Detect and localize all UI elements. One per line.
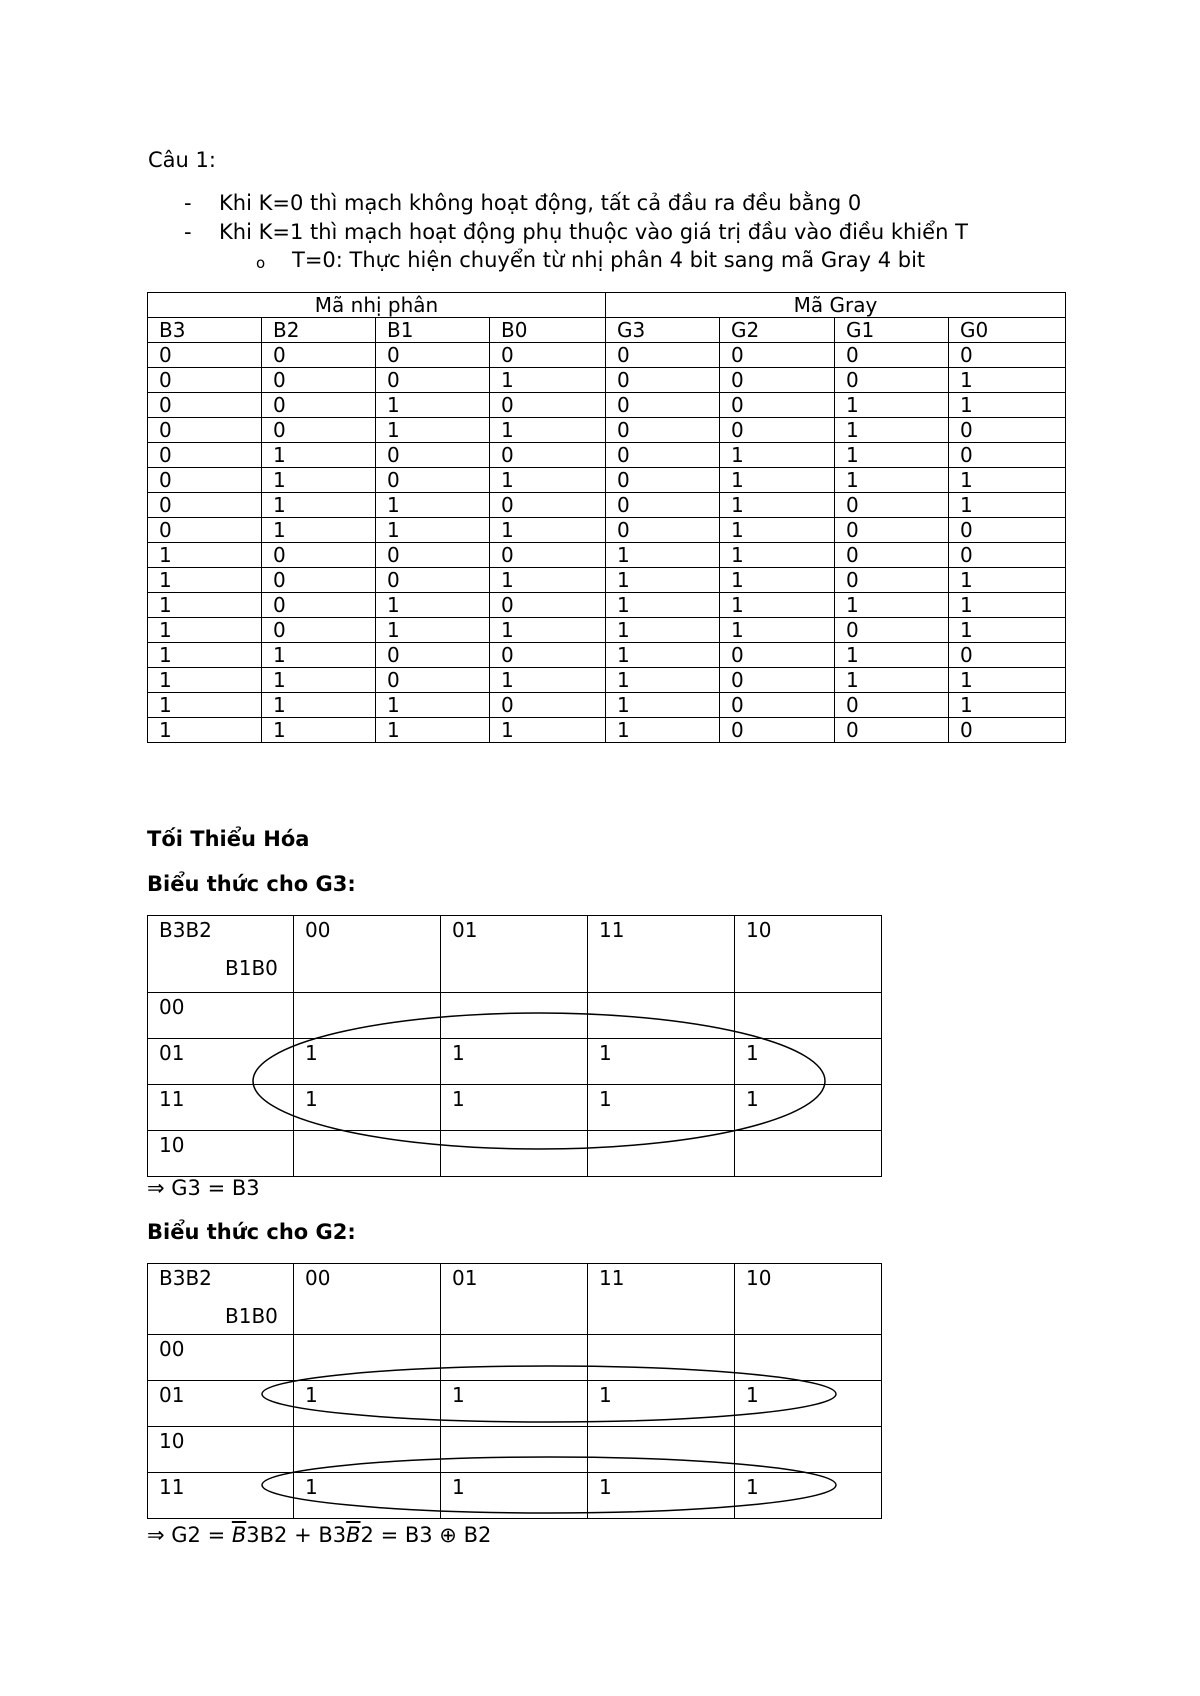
table-cell: 0 <box>376 643 490 668</box>
kmap-g3-result: ⇒ G3 = B3 <box>147 1176 260 1200</box>
kmap-col-label: 11 <box>588 916 735 993</box>
kmap-cell <box>441 993 588 1039</box>
kmap-cell <box>588 1131 735 1177</box>
table-cell: 0 <box>720 393 835 418</box>
kmap-row-label: 10 <box>148 1427 294 1473</box>
table-cell: 1 <box>376 418 490 443</box>
table-row <box>148 518 1066 543</box>
kmap-g2-result <box>147 1522 491 1548</box>
table-row <box>148 693 1066 718</box>
table-cell: 1 <box>490 618 606 643</box>
table-cell: 1 <box>376 618 490 643</box>
table-cell: 1 <box>720 493 835 518</box>
table-cell: 1 <box>606 593 720 618</box>
subbullet-marker: o <box>256 254 266 272</box>
table-cell: 1 <box>606 643 720 668</box>
table-cell: 1 <box>949 593 1066 618</box>
table-cell: 0 <box>490 593 606 618</box>
table-cell: 0 <box>949 543 1066 568</box>
table-cell: 0 <box>606 343 720 368</box>
table-cell: 0 <box>490 493 606 518</box>
table-cell: 0 <box>376 443 490 468</box>
table-cell: 0 <box>490 393 606 418</box>
table-cell: 1 <box>949 493 1066 518</box>
kmap-g3-body <box>148 993 882 1177</box>
table-row <box>148 468 1066 493</box>
table-cell: 0 <box>262 418 376 443</box>
kmap-cell: 1 <box>588 1473 735 1519</box>
kmap-header-row <box>148 1264 882 1335</box>
table-cell: 0 <box>720 718 835 743</box>
table-cell: 1 <box>148 618 262 643</box>
kmap-row-variables: B1B0 <box>225 956 278 980</box>
kmap-cell <box>588 1427 735 1473</box>
table-cell: 1 <box>376 393 490 418</box>
table-cell: 1 <box>376 693 490 718</box>
kmap-row <box>148 993 882 1039</box>
table-row <box>148 393 1066 418</box>
table-cell: 1 <box>720 543 835 568</box>
column-header: G2 <box>720 318 835 343</box>
kmap-cell <box>441 1335 588 1381</box>
table-cell: 1 <box>835 468 949 493</box>
kmap-row <box>148 1085 882 1131</box>
table-cell: 0 <box>262 343 376 368</box>
table-cell: 1 <box>835 593 949 618</box>
table-cell: 0 <box>949 643 1066 668</box>
table-cell: 1 <box>262 643 376 668</box>
table-row <box>148 643 1066 668</box>
table-cell: 1 <box>949 693 1066 718</box>
table-cell: 1 <box>835 643 949 668</box>
table-cell: 0 <box>148 343 262 368</box>
table-cell: 1 <box>262 668 376 693</box>
table-cell: 1 <box>606 543 720 568</box>
table-cell: 1 <box>262 493 376 518</box>
table-cell: 1 <box>490 668 606 693</box>
table-cell: 0 <box>835 693 949 718</box>
table-cell: 1 <box>148 693 262 718</box>
table-cell: 1 <box>949 368 1066 393</box>
kmap-row-label: 01 <box>148 1039 294 1085</box>
column-header: G1 <box>835 318 949 343</box>
table-cell: 1 <box>376 593 490 618</box>
table-cell: 1 <box>949 393 1066 418</box>
kmap-cell <box>294 1335 441 1381</box>
table-cell: 0 <box>262 568 376 593</box>
table-row <box>148 668 1066 693</box>
table-cell: 0 <box>262 393 376 418</box>
table-cell: 1 <box>376 493 490 518</box>
table-cell: 1 <box>720 443 835 468</box>
table-cell: 0 <box>148 468 262 493</box>
table-header-row <box>148 318 1066 343</box>
kmap-cell: 1 <box>588 1085 735 1131</box>
table-cell: 0 <box>835 568 949 593</box>
bullet-text: Khi K=0 thì mạch không hoạt động, tất cả đầu ra đều bằng 0 <box>219 191 862 215</box>
table-cell: 1 <box>148 543 262 568</box>
kmap-cell: 1 <box>294 1473 441 1519</box>
kmap-cell <box>735 993 882 1039</box>
overline-variable: $\overline{B}$ <box>231 1523 247 1547</box>
table-cell: 1 <box>262 443 376 468</box>
kmap-row <box>148 1473 882 1519</box>
table-row <box>148 368 1066 393</box>
table-cell: 0 <box>835 718 949 743</box>
table-cell: 0 <box>949 343 1066 368</box>
table-cell: 0 <box>606 368 720 393</box>
kmap-g2-title: Biểu thức cho G2: <box>147 1220 356 1244</box>
table-cell: 1 <box>720 618 835 643</box>
table-cell: 0 <box>606 393 720 418</box>
table-cell: 0 <box>949 418 1066 443</box>
kmap-corner-cell <box>148 916 294 993</box>
table-cell: 1 <box>606 693 720 718</box>
table-group-header-row <box>148 293 1066 318</box>
kmap-cell <box>441 1427 588 1473</box>
table-cell: 1 <box>949 618 1066 643</box>
table-cell: 1 <box>148 593 262 618</box>
kmap-cell: 1 <box>294 1381 441 1427</box>
kmap-cell <box>294 1131 441 1177</box>
kmap-row <box>148 1427 882 1473</box>
table-cell: 1 <box>262 718 376 743</box>
table-cell: 0 <box>835 493 949 518</box>
kmap-col-variables: B3B2 <box>159 918 212 942</box>
table-row <box>148 418 1066 443</box>
truth-table <box>147 292 1066 743</box>
table-row <box>148 718 1066 743</box>
table-cell: 1 <box>490 468 606 493</box>
table-cell: 0 <box>835 543 949 568</box>
table-row <box>148 568 1066 593</box>
table-cell: 1 <box>376 518 490 543</box>
table-cell: 0 <box>835 618 949 643</box>
table-cell: 1 <box>606 668 720 693</box>
kmap-cell: 1 <box>441 1381 588 1427</box>
kmap-cell <box>294 1427 441 1473</box>
kmap-g3-title: Biểu thức cho G3: <box>147 872 356 896</box>
kmap-row-label: 11 <box>148 1085 294 1131</box>
table-cell: 0 <box>606 418 720 443</box>
table-cell: 0 <box>490 543 606 568</box>
kmap-g2-body <box>148 1335 882 1519</box>
group-header-gray: Mã Gray <box>606 293 1066 318</box>
group-header-binary: Mã nhị phân <box>148 293 606 318</box>
table-cell: 1 <box>835 393 949 418</box>
kmap-cell <box>735 1427 882 1473</box>
table-cell: 0 <box>148 443 262 468</box>
subbullet-text: T=0: Thực hiện chuyển từ nhị phân 4 bit sang mã Gray 4 bit <box>292 248 926 272</box>
kmap-col-label: 00 <box>294 1264 441 1335</box>
table-cell: 1 <box>148 718 262 743</box>
column-header: G3 <box>606 318 720 343</box>
question-heading: Câu 1: <box>148 148 216 172</box>
table-cell: 1 <box>262 693 376 718</box>
table-cell: 0 <box>490 643 606 668</box>
kmap-cell: 1 <box>588 1381 735 1427</box>
kmap-cell: 1 <box>735 1039 882 1085</box>
table-cell: 0 <box>376 368 490 393</box>
table-cell: 0 <box>376 343 490 368</box>
table-cell: 1 <box>606 718 720 743</box>
table-cell: 0 <box>720 343 835 368</box>
table-cell: 0 <box>606 443 720 468</box>
kmap-row <box>148 1131 882 1177</box>
kmap-cell: 1 <box>735 1381 882 1427</box>
kmap-cell: 1 <box>588 1039 735 1085</box>
table-cell: 1 <box>262 468 376 493</box>
kmap-cell: 1 <box>735 1085 882 1131</box>
table-cell: 1 <box>720 593 835 618</box>
table-cell: 1 <box>490 418 606 443</box>
kmap-row-label: 01 <box>148 1381 294 1427</box>
kmap-g3 <box>147 915 882 1177</box>
table-cell: 0 <box>835 368 949 393</box>
table-cell: 1 <box>720 468 835 493</box>
kmap-row-variables: B1B0 <box>225 1304 278 1328</box>
table-row <box>148 543 1066 568</box>
column-header: B2 <box>262 318 376 343</box>
table-cell: 0 <box>606 518 720 543</box>
table-cell: 0 <box>262 593 376 618</box>
table-cell: 0 <box>148 493 262 518</box>
table-cell: 0 <box>949 518 1066 543</box>
truth-table-body <box>148 343 1066 743</box>
kmap-cell: 1 <box>441 1473 588 1519</box>
bullet-marker: - <box>184 220 192 244</box>
table-cell: 0 <box>720 368 835 393</box>
table-cell: 0 <box>720 643 835 668</box>
kmap-cell: 1 <box>735 1473 882 1519</box>
table-cell: 1 <box>606 618 720 643</box>
table-row <box>148 618 1066 643</box>
kmap-cell: 1 <box>441 1039 588 1085</box>
column-header: B3 <box>148 318 262 343</box>
result-term: 3B2 + B3 <box>246 1523 347 1547</box>
kmap-cell <box>588 993 735 1039</box>
table-cell: 0 <box>835 518 949 543</box>
table-cell: 0 <box>720 418 835 443</box>
table-cell: 0 <box>148 368 262 393</box>
table-cell: 1 <box>949 468 1066 493</box>
result-term: 2 = B3 ⊕ B2 <box>360 1523 492 1547</box>
kmap-row-label: 10 <box>148 1131 294 1177</box>
table-cell: 1 <box>490 518 606 543</box>
kmap-g2 <box>147 1263 882 1519</box>
table-cell: 0 <box>949 718 1066 743</box>
kmap-col-label: 10 <box>735 1264 882 1335</box>
table-cell: 1 <box>490 368 606 393</box>
table-cell: 1 <box>835 418 949 443</box>
kmap-col-label: 10 <box>735 916 882 993</box>
kmap-row <box>148 1335 882 1381</box>
kmap-col-label: 01 <box>441 1264 588 1335</box>
section-title: Tối Thiểu Hóa <box>147 827 310 851</box>
column-header: B0 <box>490 318 606 343</box>
table-cell: 1 <box>835 668 949 693</box>
table-cell: 0 <box>262 543 376 568</box>
table-cell: 0 <box>376 468 490 493</box>
column-header: B1 <box>376 318 490 343</box>
kmap-header-row <box>148 916 882 993</box>
table-cell: 0 <box>262 368 376 393</box>
bullet-text: Khi K=1 thì mạch hoạt động phụ thuộc vào giá trị đầu vào điều khiển T <box>219 220 968 244</box>
kmap-col-label: 01 <box>441 916 588 993</box>
kmap-row-label: 00 <box>148 993 294 1039</box>
table-cell: 0 <box>262 618 376 643</box>
kmap-cell <box>588 1335 735 1381</box>
table-cell: 1 <box>720 518 835 543</box>
table-cell: 1 <box>376 718 490 743</box>
table-cell: 0 <box>606 468 720 493</box>
kmap-col-label: 11 <box>588 1264 735 1335</box>
table-cell: 1 <box>949 668 1066 693</box>
result-prefix: ⇒ G2 = <box>147 1523 232 1547</box>
table-row <box>148 493 1066 518</box>
table-cell: 1 <box>949 568 1066 593</box>
kmap-row-label: 00 <box>148 1335 294 1381</box>
kmap-row-label: 11 <box>148 1473 294 1519</box>
table-cell: 1 <box>490 568 606 593</box>
kmap-row <box>148 1039 882 1085</box>
table-cell: 0 <box>376 668 490 693</box>
table-cell: 0 <box>949 443 1066 468</box>
table-cell: 0 <box>148 418 262 443</box>
kmap-cell: 1 <box>441 1085 588 1131</box>
table-cell: 0 <box>490 693 606 718</box>
kmap-cell: 1 <box>294 1039 441 1085</box>
table-cell: 1 <box>720 568 835 593</box>
table-cell: 1 <box>606 568 720 593</box>
table-cell: 0 <box>720 693 835 718</box>
table-cell: 1 <box>835 443 949 468</box>
table-cell: 0 <box>376 568 490 593</box>
table-row <box>148 343 1066 368</box>
kmap-row <box>148 1381 882 1427</box>
table-cell: 0 <box>606 493 720 518</box>
kmap-corner-cell <box>148 1264 294 1335</box>
table-cell: 0 <box>490 443 606 468</box>
table-cell: 0 <box>148 393 262 418</box>
kmap-cell <box>294 993 441 1039</box>
bullet-marker: - <box>184 191 192 215</box>
kmap-cell <box>441 1131 588 1177</box>
table-cell: 1 <box>262 518 376 543</box>
overline-variable: $\overline{B}$ <box>346 1523 361 1547</box>
kmap-col-label: 00 <box>294 916 441 993</box>
table-cell: 0 <box>835 343 949 368</box>
table-row <box>148 443 1066 468</box>
kmap-cell <box>735 1131 882 1177</box>
table-cell: 1 <box>148 568 262 593</box>
column-header: G0 <box>949 318 1066 343</box>
table-row <box>148 593 1066 618</box>
kmap-cell <box>735 1335 882 1381</box>
table-cell: 0 <box>720 668 835 693</box>
kmap-col-variables: B3B2 <box>159 1266 212 1290</box>
table-cell: 1 <box>490 718 606 743</box>
table-cell: 0 <box>148 518 262 543</box>
kmap-cell: 1 <box>294 1085 441 1131</box>
table-cell: 0 <box>376 543 490 568</box>
table-cell: 1 <box>148 668 262 693</box>
table-cell: 1 <box>148 643 262 668</box>
table-cell: 0 <box>490 343 606 368</box>
